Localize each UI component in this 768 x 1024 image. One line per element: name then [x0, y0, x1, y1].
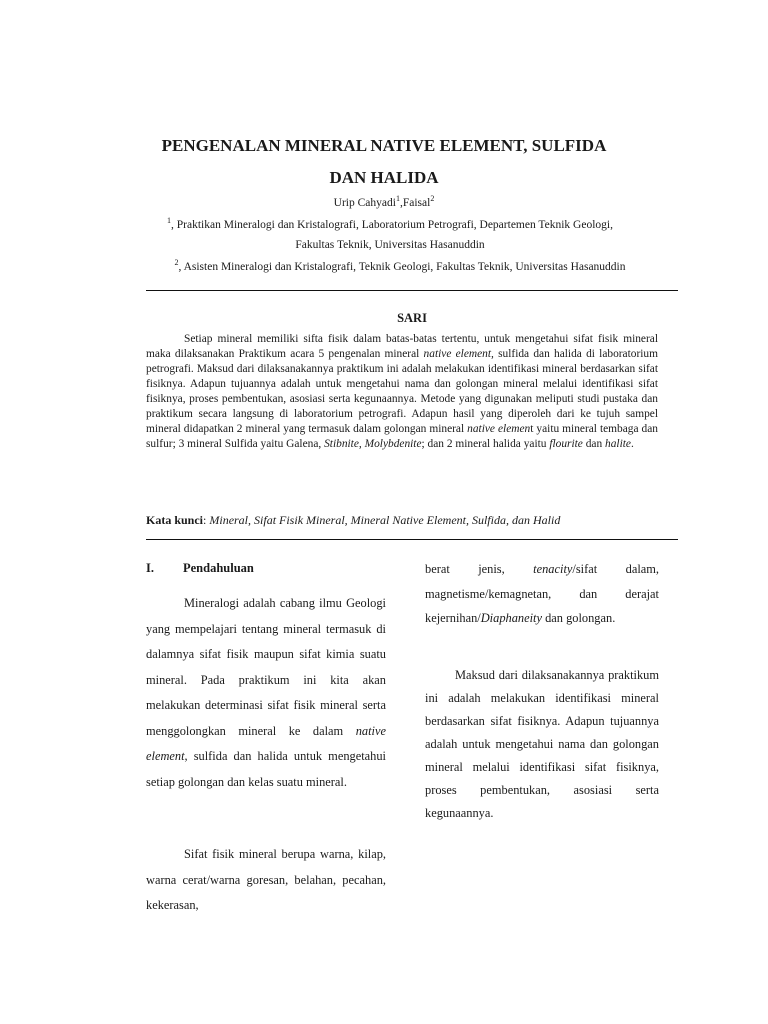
abstract-italic: halite	[605, 438, 631, 450]
intro-paragraph-1	[146, 591, 386, 795]
intro-paragraph-2-continued	[425, 557, 659, 631]
affiliation-2	[120, 260, 680, 274]
affiliation-text: , Praktikan Mineralogi dan Kristalografi, Laboratorium Petrografi, Departemen Teknik Geologi,	[171, 219, 613, 231]
affiliation-1-line-1	[120, 218, 660, 232]
author-name: Urip Cahyadi	[333, 197, 396, 209]
keywords-colon: :	[203, 513, 210, 527]
abstract-text: ; dan 2 mineral halida yaitu	[421, 438, 550, 450]
abstract-text: sulfida dan halida di laboratorium petrografi. Maksud dari dilaksanakannya praktikum ini adalah melakukan identifikasi mineral berdasarkan sifat fisiknya. Adapun tujuannya adalah untuk mengetahui nama dan golongan mineral melalui identifikasi sifat fisiknya, proses pembentukan, asosiasi serta kegunaannya. Metode yang digunakan meliputi studi pustaka dan praktikum secara langsung di laboratorium petrografi. Adapun hasil yang diperoleh dari ke tujuh sampel mineral didapatkan 2 mineral yang termasuk dalam golongan mineral	[146, 348, 658, 435]
keywords-label: Kata kunci	[146, 513, 204, 527]
paragraph-italic: native element	[146, 723, 386, 763]
paragraph-text: berat jenis,	[425, 562, 534, 576]
paragraph-italic: Diaphaneity	[480, 611, 542, 625]
paragraph-text: /sifat dalam, magnetisme/kemagnetan, dan derajat kejernihan/	[425, 562, 659, 625]
paragraph-text: Mineralogi adalah cabang ilmu Geologi yang mempelajari tentang mineral termasuk di dalamnya sifat fisik maupun sifat kimia suatu mineral. Pada praktikum ini kita akan melakukan determinasi sifat fisik mineral serta menggolongkan mineral ke dalam	[146, 596, 386, 738]
abstract-text: dan	[582, 438, 606, 450]
affiliation-text: , Asisten Mineralogi dan Kristalografi, Teknik Geologi, Fakultas Teknik, Universitas Hasanuddin	[178, 261, 626, 273]
intro-paragraph-2: Sifat fisik mineral berupa warna, kilap, warna cerat/warna goresan, belahan, pecahan, kekerasan,	[146, 847, 386, 912]
abstract-italic: native elemen	[467, 423, 531, 435]
section-title: Pendahuluan	[183, 561, 254, 575]
author-affiliation-mark: 1	[395, 194, 400, 204]
affiliation-1-line-2: Fakultas Teknik, Universitas Hasanuddin	[295, 239, 485, 251]
abstract-heading: SARI	[397, 311, 427, 325]
author-name: Faisal	[402, 197, 431, 209]
intro-paragraph-3: Maksud dari dilaksanakannya praktikum ini adalah melakukan identifikasi mineral berdasarkan sifat fisiknya. Adapun tujuannya adalah untuk mengetahui nama dan golongan mineral melalui identifikasi sifat fisiknya, proses pembentukan, asosiasi serta kegunaannya.	[425, 668, 659, 820]
paragraph-text: dan golongan.	[542, 611, 616, 625]
affiliation-mark: 1	[167, 216, 172, 226]
authors	[110, 196, 658, 210]
abstract-text: .	[630, 438, 634, 450]
abstract-divider	[146, 539, 678, 540]
section-number: I.	[146, 561, 154, 575]
keywords-text: Mineral, Sifat Fisik Mineral, Mineral Native Element, Sulfida, dan Halid	[209, 513, 561, 527]
header-divider	[146, 290, 678, 291]
paragraph-italic: tenacity	[533, 562, 573, 576]
abstract-text: t yaitu mineral tembaga dan sulfur; 3 mineral Sulfida yaitu Galena,	[146, 423, 658, 450]
paragraph-text: , sulfida dan halida untuk mengetahui setiap golongan dan kelas suatu mineral.	[146, 749, 386, 789]
author-affiliation-mark: 2	[430, 194, 435, 204]
abstract-italic: flourite	[549, 438, 583, 450]
keywords	[146, 513, 676, 528]
abstract-body	[146, 332, 658, 452]
abstract-italic: Stibnite, Molybdenite	[324, 438, 422, 450]
paper-title-line-1: PENGENALAN MINERAL NATIVE ELEMENT, SULFIDA	[161, 136, 607, 155]
paper-title-line-2: DAN HALIDA	[329, 168, 439, 187]
author-separator: ,	[399, 197, 403, 209]
affiliation-mark: 2	[174, 258, 179, 268]
abstract-italic: native element,	[423, 348, 494, 360]
abstract-text: Setiap mineral memiliki sifta fisik dalam batas-batas tertentu, untuk mengetahui sifat fisik mineral maka dilaksanakan Praktikum acara 5 pengenalan mineral	[146, 333, 658, 360]
